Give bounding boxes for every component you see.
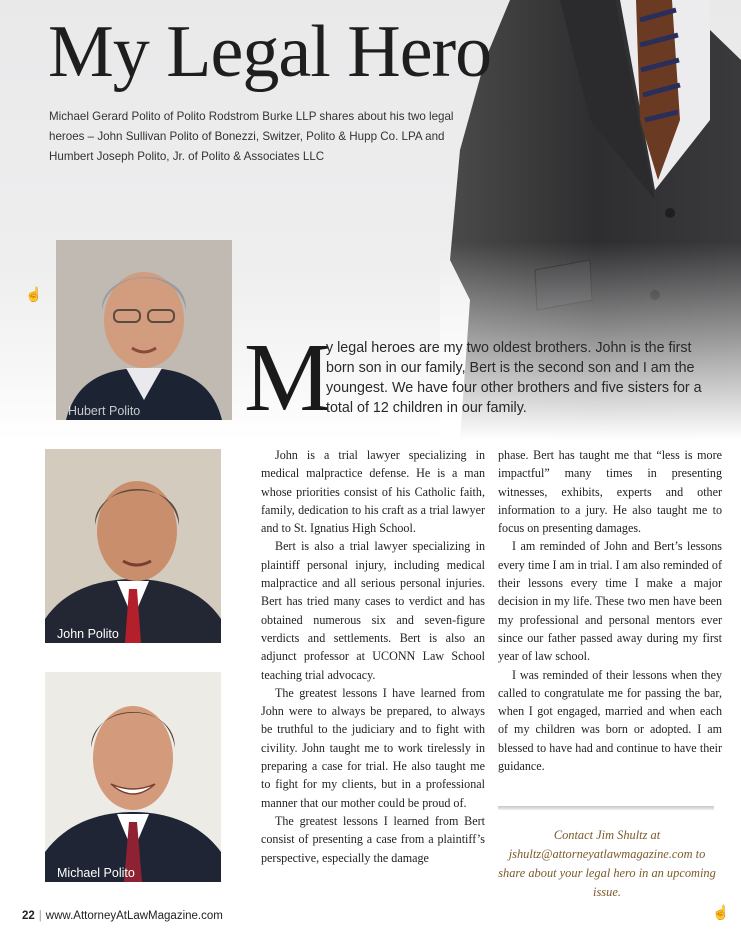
body-paragraph: Bert is also a trial lawyer specializing in plaintiff personal injury, including medical malpractice and all serious personal injuries. Bert has tried many cases to verdict and has obtained numerous six and seven-figure verdicts and settlements. Bert is also an adjunct professor at UCONN Law School teaching trial advocacy. xyxy=(261,539,485,682)
page-number: 22 xyxy=(22,910,35,922)
body-paragraph: phase. Bert has taught me that “less is more impactful” many times in presenting witnesses, exhibits, experts and other information to a jury. He also taught me to focus on presenting damages. xyxy=(498,448,722,536)
michael-portrait xyxy=(45,672,221,882)
body-column-1 xyxy=(261,446,485,867)
john-portrait xyxy=(45,449,221,643)
page-title: My Legal Hero xyxy=(48,11,492,93)
hubert-portrait xyxy=(56,240,232,420)
footer-separator: | xyxy=(38,910,42,922)
footer-site[interactable]: www.AttorneyAtLawMagazine.com xyxy=(45,910,223,922)
photo-caption-john: John Polito xyxy=(57,627,119,641)
body-paragraph: The greatest lessons I learned from Bert consist of presenting a case from a plaintiff’s perspective, especially the damage xyxy=(261,813,485,865)
page-footer xyxy=(22,910,223,922)
drop-cap: M xyxy=(244,324,332,432)
photo-caption-hubert: Hubert Polito xyxy=(68,404,141,418)
body-column-2 xyxy=(498,446,722,775)
divider xyxy=(498,806,714,810)
body-paragraph: I was reminded of their lessons when they called to congratulate me for passing the bar, when I got engaged, married and when each of my children was born or adopted. I am blessed to have had and continue to have their guidance. xyxy=(498,667,722,774)
intro-text: y legal heroes are my two oldest brothers. John is the first born son in our family, Bert is the second son and I am the youngest. We have four other brothers and five sisters for a total of 12 children in our family. xyxy=(326,340,702,416)
subtitle: Michael Gerard Polito of Polito Rodstrom Burke LLP shares about his two legal heroes – John Sullivan Polito of Bonezzi, Switzer, Polito & Hupp Co. LPA and Humbert Joseph Polito, Jr. of Polito & Associates LLC xyxy=(49,110,454,163)
hand-cursor-icon[interactable]: ☝ xyxy=(25,288,43,303)
photo-caption-michael: Michael Polito xyxy=(57,866,135,880)
hand-cursor-icon[interactable]: ☝ xyxy=(712,906,730,921)
photo-john xyxy=(45,449,221,643)
contact-note: Contact Jim Shultz at jshultz@attorneyatlawmagazine.com to share about your legal hero in an upcoming issue. xyxy=(498,828,716,899)
body-paragraph: John is a trial lawyer specializing in medical malpractice defense. He is a man whose priorities consist of his Catholic faith, family, dedication to his craft as a trial lawyer and to St. Ignatius High School. xyxy=(261,448,485,536)
intro-paragraph xyxy=(244,324,714,432)
body-paragraph: The greatest lessons I have learned from John were to always be prepared, to always be truthful to the judiciary and to fight with civility. John taught me to work tirelessly in preparing a case for trial. He also taught me to fight for my clients, but in a professional manner that our mother could be proud of. xyxy=(261,685,485,810)
photo-michael xyxy=(45,672,221,882)
photo-hubert xyxy=(56,240,232,420)
body-paragraph: I am reminded of John and Bert’s lessons every time I am in trial. I am also reminded of their lessons every time I make a major decision in my life. These two men have been my professional and personal mentors ever since our father passed away during my first year of law school. xyxy=(498,539,722,664)
